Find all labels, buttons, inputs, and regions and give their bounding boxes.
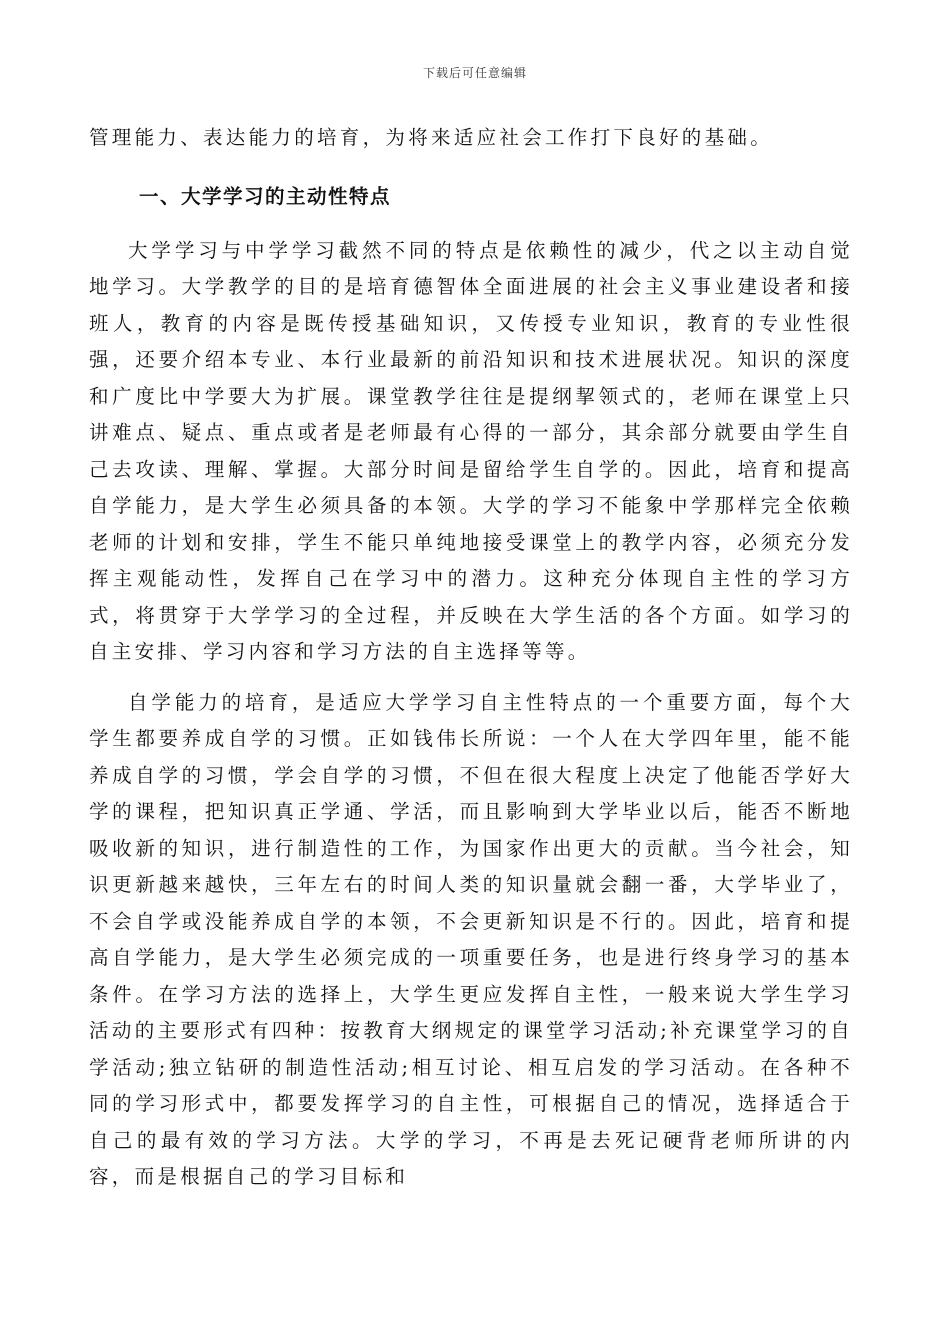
body-paragraph-1: 大学学习与中学学习截然不同的特点是依赖性的减少，代之以主动自觉地学习。大学教学的目的是培育德智体全面进展的社会主义事业建设者和接班人，教育的内容是既传授基础知识，又传授专业知识，教育的专业性很强，还要介绍本专业、本行业最新的前沿知识和技术进展状况。知识的深度和广度比中学要大为扩展。课堂教学往往是提纲挈领式的，老师在课堂上只讲难点、疑点、重点或者是老师最有心得的一部分，其余部分就要由学生自己去攻读、理解、掌握。大部分时间是留给学生自学的。因此，培育和提高自学能力，是大学生必须具备的本领。大学的学习不能象中学那样完全依赖老师的计划和安排，学生不能只单纯地接受课堂上的教学内容，必须充分发挥主观能动性，发挥自己在学习中的潜力。这种充分体现自主性的学习方式，将贯穿于大学学习的全过程，并反映在大学生活的各个方面。如学习的自主安排、学习内容和学习方法的自主选择等等。 xyxy=(89,238,853,663)
section-heading: 一、大学学习的主动性特点 xyxy=(139,184,392,208)
page-header: 下载后可任意编辑 xyxy=(422,66,527,80)
document-body xyxy=(89,120,853,1196)
body-paragraph-2: 自学能力的培育，是适应大学学习自主性特点的一个重要方面，每个大学生都要养成自学的习惯。正如钱伟长所说：一个人在大学四年里，能不能养成自学的习惯，学会自学的习惯，不但在很大程度上决定了他能否学好大学的课程，把知识真正学通、学活，而且影响到大学毕业以后，能否不断地吸收新的知识，进行制造性的工作，为国家作出更大的贡献。当今社会，知识更新越来越快，三年左右的时间人类的知识量就会翻一番，大学毕业了，不会自学或没能养成自学的本领，不会更新知识是不行的。因此，培育和提高自学能力，是大学生必须完成的一项重要任务，也是进行终身学习的基本条件。在学习方法的选择上，大学生更应发挥自主性，一般来说大学生学习活动的主要形式有四种：按教育大纲规定的课堂学习活动;补充课堂学习的自学活动;独立钻研的制造性活动;相互讨论、相互启发的学习活动。在各种不同的学习形式中，都要发挥学习的自主性，可根据自己的情况，选择适合于自己的最有效的学习方法。大学的学习，不再是去死记硬背老师所讲的内容，而是根据自己的学习目标和 xyxy=(89,690,853,1188)
intro-paragraph: 管理能力、表达能力的培育，为将来适应社会工作打下良好的基础。 xyxy=(89,126,774,149)
paragraph-spacer xyxy=(89,671,853,685)
